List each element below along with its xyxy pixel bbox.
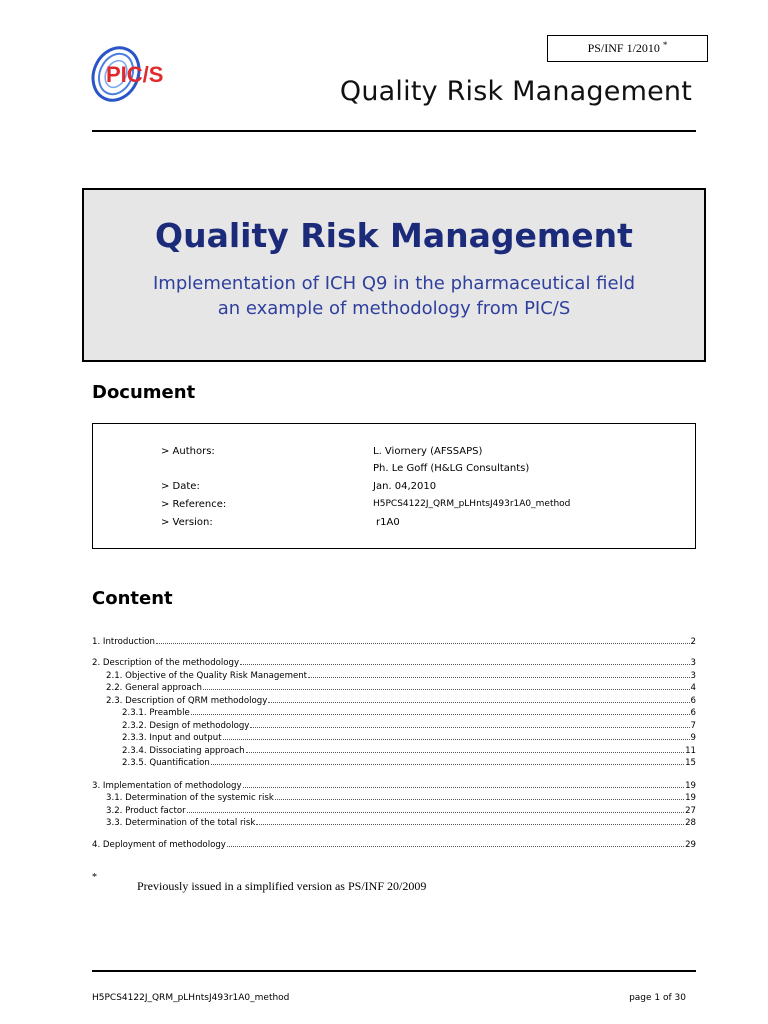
- reference-label: > Reference:: [161, 499, 227, 510]
- document-heading: Document: [92, 382, 196, 403]
- footer-divider: [92, 970, 696, 972]
- toc-entry-title: 2.3.1. Preamble: [122, 708, 190, 718]
- toc-entry-page: 19: [685, 793, 696, 803]
- toc-leader-dots: [211, 757, 684, 765]
- version-value: r1A0: [376, 517, 400, 528]
- toc-entry[interactable]: [92, 792, 696, 804]
- toc-entry-title: 3.2. Product factor: [106, 806, 186, 816]
- toc-entry[interactable]: [92, 670, 696, 682]
- toc-entry-page: 11: [685, 746, 696, 756]
- svg-text:PIC/S: PIC/S: [106, 62, 164, 87]
- toc-entry-page: 4: [690, 683, 696, 693]
- toc-entry-page: 3: [690, 671, 696, 681]
- toc-entry[interactable]: [92, 805, 696, 817]
- toc-entry-page: 3: [690, 658, 696, 668]
- toc-leader-dots: [250, 720, 689, 728]
- reference-box: [547, 35, 708, 62]
- toc-entry[interactable]: [92, 720, 696, 732]
- toc-entry-title: 3. Implementation of methodology: [92, 781, 242, 791]
- toc-entry[interactable]: [92, 780, 696, 792]
- toc-leader-dots: [187, 805, 684, 813]
- toc-leader-dots: [191, 707, 690, 715]
- toc-entry-title: 2.1. Objective of the Quality Risk Management: [106, 671, 308, 681]
- toc-leader-dots: [246, 745, 685, 753]
- toc-entry[interactable]: [92, 732, 696, 744]
- toc-entry-title: 2.3.4. Dissociating approach: [122, 746, 245, 756]
- document-title: Quality Risk Management: [155, 216, 633, 255]
- page-number: page 1 of 30: [629, 993, 686, 1003]
- toc-entry-title: 2.3. Description of QRM methodology: [106, 696, 268, 706]
- header-divider: [92, 130, 696, 132]
- footnote-text: Previously issued in a simplified version as PS/INF 20/2009: [137, 879, 427, 893]
- toc-entry[interactable]: [92, 657, 696, 669]
- subtitle-line-1: Implementation of ICH Q9 in the pharmaceutical field: [152, 273, 636, 294]
- toc-entry-page: 6: [690, 696, 696, 706]
- toc-leader-dots: [223, 732, 690, 740]
- reference-number: PS/INF 1/2010: [587, 41, 660, 55]
- date-label: > Date:: [161, 481, 200, 492]
- toc-entry-page: 6: [690, 708, 696, 718]
- document-subtitle: [84, 271, 704, 321]
- toc-entry-page: 2: [690, 637, 696, 647]
- reference-footnote-mark: *: [662, 39, 668, 50]
- toc-entry-page: 29: [685, 840, 696, 850]
- subtitle-line-2: an example of methodology from PIC/S: [217, 298, 571, 319]
- toc-entry[interactable]: [92, 745, 696, 757]
- toc-entry-page: 28: [685, 818, 696, 828]
- toc-entry[interactable]: [92, 839, 696, 851]
- toc-entry-title: 4. Deployment of methodology: [92, 840, 226, 850]
- toc-entry[interactable]: [92, 707, 696, 719]
- toc-entry-page: 19: [685, 781, 696, 791]
- document-info-box: [92, 423, 696, 549]
- header-title: Quality Risk Management: [339, 76, 692, 107]
- toc-entry-title: 3.1. Determination of the systemic risk: [106, 793, 274, 803]
- toc-leader-dots: [243, 780, 685, 788]
- toc-leader-dots: [308, 670, 689, 678]
- toc-leader-dots: [275, 792, 684, 800]
- toc-entry-page: 9: [690, 733, 696, 743]
- toc-entry[interactable]: [92, 817, 696, 829]
- footer-reference: H5PCS4122J_QRM_pLHntsJ493r1A0_method: [92, 993, 290, 1003]
- toc-entry-title: 3.3. Determination of the total risk: [106, 818, 256, 828]
- toc-leader-dots: [268, 695, 689, 703]
- toc-entry-title: 1. Introduction: [92, 637, 155, 647]
- toc-entry[interactable]: [92, 682, 696, 694]
- toc-entry-page: 27: [685, 806, 696, 816]
- footnote-mark: *: [92, 872, 97, 883]
- toc-entry[interactable]: [92, 695, 696, 707]
- toc-entry[interactable]: [92, 757, 696, 769]
- toc-entry-page: 7: [690, 721, 696, 731]
- reference-value: H5PCS4122J_QRM_pLHntsJ493r1A0_method: [373, 499, 571, 509]
- content-heading: Content: [92, 588, 173, 609]
- pics-logo-icon: [88, 40, 188, 106]
- pics-logo: [88, 40, 188, 106]
- author-2: Ph. Le Goff (H&LG Consultants): [373, 463, 530, 474]
- author-1: L. Viornery (AFSSAPS): [373, 446, 483, 457]
- version-label: > Version:: [161, 517, 213, 528]
- toc-entry-title: 2.2. General approach: [106, 683, 202, 693]
- title-box: [82, 188, 706, 362]
- toc-leader-dots: [227, 839, 684, 847]
- toc-leader-dots: [156, 636, 690, 644]
- toc-entry-title: 2.3.5. Quantification: [122, 758, 210, 768]
- toc-entry-title: 2.3.2. Design of methodology: [122, 721, 250, 731]
- toc-leader-dots: [240, 657, 689, 665]
- date-value: Jan. 04,2010: [373, 481, 437, 492]
- toc-entry-page: 15: [685, 758, 696, 768]
- toc-entry-title: 2. Description of the methodology: [92, 658, 240, 668]
- toc-entry-title: 2.3.3. Input and output: [122, 733, 222, 743]
- authors-label: > Authors:: [161, 446, 215, 457]
- toc-leader-dots: [203, 682, 690, 690]
- toc-entry[interactable]: [92, 636, 696, 648]
- toc-leader-dots: [256, 817, 684, 825]
